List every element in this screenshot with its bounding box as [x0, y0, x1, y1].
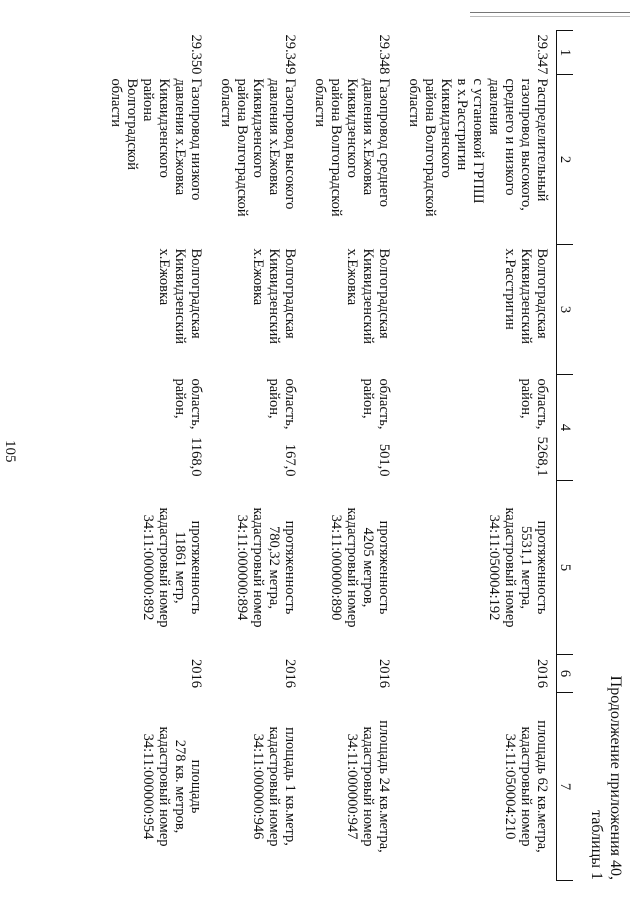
address-suffix: область,: [188, 378, 204, 430]
value-text: 5268,1: [534, 436, 550, 477]
column-header-5: 5: [557, 481, 574, 655]
address-line: [188, 249, 204, 371]
address-suffix-column: [172, 379, 204, 430]
address-text: Киквидзенский: [518, 248, 534, 345]
characteristic-line: 5531,1 метра,: [518, 526, 534, 609]
address-line: [156, 249, 172, 371]
column-header-3: 3: [557, 245, 574, 375]
value-text: 1168,0: [188, 437, 204, 477]
address-suffix-column: [518, 379, 550, 430]
address-text: Волгоградская: [534, 248, 550, 339]
row-number: 29.348: [376, 34, 392, 75]
note-cell: [398, 693, 557, 881]
address-suffix: район,: [518, 378, 534, 419]
row-number-cell: [304, 31, 398, 75]
object-name-line: области: [108, 78, 124, 127]
note-cell: [210, 693, 304, 881]
caption-line-2: таблицы 1: [588, 810, 605, 880]
object-name-line: Киквидзенского: [156, 78, 172, 178]
address-suffix: область,: [376, 378, 392, 430]
address-cell: [100, 245, 210, 375]
characteristic-cell: [100, 481, 210, 655]
table-row: [398, 31, 557, 881]
note-line: 34:11:000000:946: [250, 733, 266, 840]
note-line: кадастровый номер: [156, 726, 172, 847]
object-name-line: среднего и низкого: [502, 78, 518, 196]
object-name-line: газопровод высокого,: [518, 78, 534, 211]
address-text: х.Ежовка: [250, 248, 266, 306]
address-line: [266, 249, 282, 371]
object-name-cell: [210, 75, 304, 245]
table-row: [304, 31, 398, 881]
corner-rule-secondary: [470, 16, 630, 17]
object-name-line: области: [312, 78, 328, 127]
column-header-6: 6: [557, 655, 574, 693]
address-text: Волгоградская: [282, 248, 298, 339]
year-cell: [100, 655, 210, 693]
characteristic-cell: [304, 481, 398, 655]
column-header-2: 2: [557, 75, 574, 245]
characteristic-line: протяженность: [282, 520, 298, 615]
row-number-cell: [398, 31, 557, 75]
address-suffix: район,: [172, 378, 188, 419]
row-number: 29.350: [188, 34, 204, 75]
object-name-line: района Волгоградской: [422, 78, 438, 217]
note-line: 34:11:050004:210: [502, 733, 518, 840]
object-name-line: давления х.Ежовка: [360, 78, 376, 196]
characteristic-line: кадастровый номер: [344, 507, 360, 628]
note-line: площадь 24 кв.метра,: [376, 720, 392, 853]
value-line: [518, 379, 550, 477]
address-text: Киквидзенский: [266, 248, 282, 345]
object-name-line: давления: [486, 78, 502, 135]
address-suffix-column: [266, 379, 298, 430]
column-header-1: 1: [557, 31, 574, 75]
characteristic-cell: [398, 481, 557, 655]
object-name-line: Газопровод высокого: [282, 78, 298, 210]
address-text: х.Ежовка: [344, 248, 360, 306]
object-name-line: в х.Расстригин: [454, 78, 470, 171]
address-suffix: область,: [282, 378, 298, 430]
address-suffix: область,: [534, 378, 550, 430]
address-line: [534, 249, 550, 371]
note-line: 34:11:000000:954: [140, 733, 156, 840]
address-line: [282, 249, 298, 371]
note-line: площадь 62 кв.метра,: [534, 720, 550, 853]
note-cell: [100, 693, 210, 881]
object-name-line: с установкой ГРПШ: [470, 78, 486, 204]
characteristic-cell: [210, 481, 304, 655]
characteristic-line: 11861 метр,: [172, 531, 188, 604]
object-name-line: Распределительный: [534, 78, 550, 202]
object-name-line: области: [218, 78, 234, 127]
table-row: [100, 31, 210, 881]
object-name-line: Газопровод среднего: [376, 78, 392, 208]
value-cell: [304, 375, 398, 481]
row-number-cell: [100, 31, 210, 75]
object-name-line: области: [406, 78, 422, 127]
note-line: кадастровый номер: [266, 726, 282, 847]
address-text: Волгоградская: [188, 248, 204, 339]
address-text: х.Расстригин: [502, 248, 518, 330]
year-cell: [398, 655, 557, 693]
value-line: [360, 379, 392, 477]
characteristic-line: кадастровый номер: [250, 507, 266, 628]
table-row: [210, 31, 304, 881]
note-line: площадь 1 кв.метр,: [282, 727, 298, 846]
rotated-page-content: [35, 30, 625, 880]
value-cell: [210, 375, 304, 481]
characteristic-line: 34:11:050004:192: [486, 514, 502, 621]
address-text: х.Ежовка: [156, 248, 172, 306]
year-text: 2016: [376, 659, 392, 688]
column-number-row: [557, 31, 574, 881]
address-suffix: район,: [266, 378, 282, 419]
object-name-cell: [398, 75, 557, 245]
object-name-cell: [304, 75, 398, 245]
address-line: [376, 249, 392, 371]
characteristic-line: 4205 метров,: [360, 527, 376, 608]
address-text: Киквидзенский: [360, 248, 376, 345]
object-name-cell: [100, 75, 210, 245]
characteristic-line: протяженность: [376, 520, 392, 615]
object-name-line: района Волгоградской: [328, 78, 344, 217]
property-table: [100, 30, 573, 881]
characteristic-line: 34:11:000000:890: [328, 514, 344, 621]
column-header-4: 4: [557, 375, 574, 481]
address-suffix-column: [360, 379, 392, 430]
object-name-line: района Волгоградской: [234, 78, 250, 217]
year-cell: [210, 655, 304, 693]
address-cell: [304, 245, 398, 375]
address-text: Киквидзенский: [172, 248, 188, 345]
column-header-7: 7: [557, 693, 574, 881]
object-name-line: давления х.Ежовка: [266, 78, 282, 196]
characteristic-line: кадастровый номер: [156, 507, 172, 628]
object-name-line: Волгоградской: [124, 78, 140, 171]
note-line: 278 кв. метров,: [172, 739, 188, 834]
address-cell: [210, 245, 304, 375]
caption-line-1: Продолжение приложения 40,: [607, 675, 624, 880]
value-line: [172, 379, 204, 477]
value-cell: [398, 375, 557, 481]
row-number-cell: [210, 31, 304, 75]
characteristic-line: 780,32 метра,: [266, 526, 282, 609]
row-number: 29.349: [282, 34, 298, 75]
object-name-line: Киквидзенского: [344, 78, 360, 178]
object-name-line: давления х.Ежовка: [172, 78, 188, 196]
address-suffix: район,: [360, 378, 376, 419]
note-line: 34:11:000000:947: [344, 733, 360, 840]
year-text: 2016: [282, 659, 298, 688]
address-line: [172, 249, 188, 371]
value-text: 167,0: [282, 443, 298, 477]
row-number: 29.347: [534, 34, 550, 75]
object-name-line: Киквидзенского: [438, 78, 454, 178]
table-body: [100, 31, 557, 881]
note-line: кадастровый номер: [360, 726, 376, 847]
value-cell: [100, 375, 210, 481]
characteristic-line: протяженность: [534, 520, 550, 615]
year-text: 2016: [534, 659, 550, 688]
address-line: [518, 249, 534, 371]
value-text: 501,0: [376, 443, 392, 477]
address-cell: [398, 245, 557, 375]
note-line: площадь: [188, 759, 204, 814]
value-line: [266, 379, 298, 477]
object-name-line: района: [140, 78, 156, 122]
note-cell: [304, 693, 398, 881]
object-name-line: Газопровод низкого: [188, 78, 204, 201]
address-text: Волгоградская: [376, 248, 392, 339]
note-line: кадастровый номер: [518, 726, 534, 847]
characteristic-line: кадастровый номер: [502, 507, 518, 628]
address-line: [344, 249, 360, 371]
year-text: 2016: [188, 659, 204, 688]
address-line: [250, 249, 266, 371]
characteristic-line: 34:11:000000:892: [140, 514, 156, 621]
characteristic-line: 34:11:000000:894: [234, 514, 250, 621]
page-number: 105: [2, 440, 18, 463]
address-line: [502, 249, 518, 371]
characteristic-line: протяженность: [188, 520, 204, 615]
corner-rule: [470, 12, 630, 13]
object-name-line: Киквидзенского: [250, 78, 266, 178]
table-caption: [587, 480, 625, 880]
year-cell: [304, 655, 398, 693]
address-line: [360, 249, 376, 371]
